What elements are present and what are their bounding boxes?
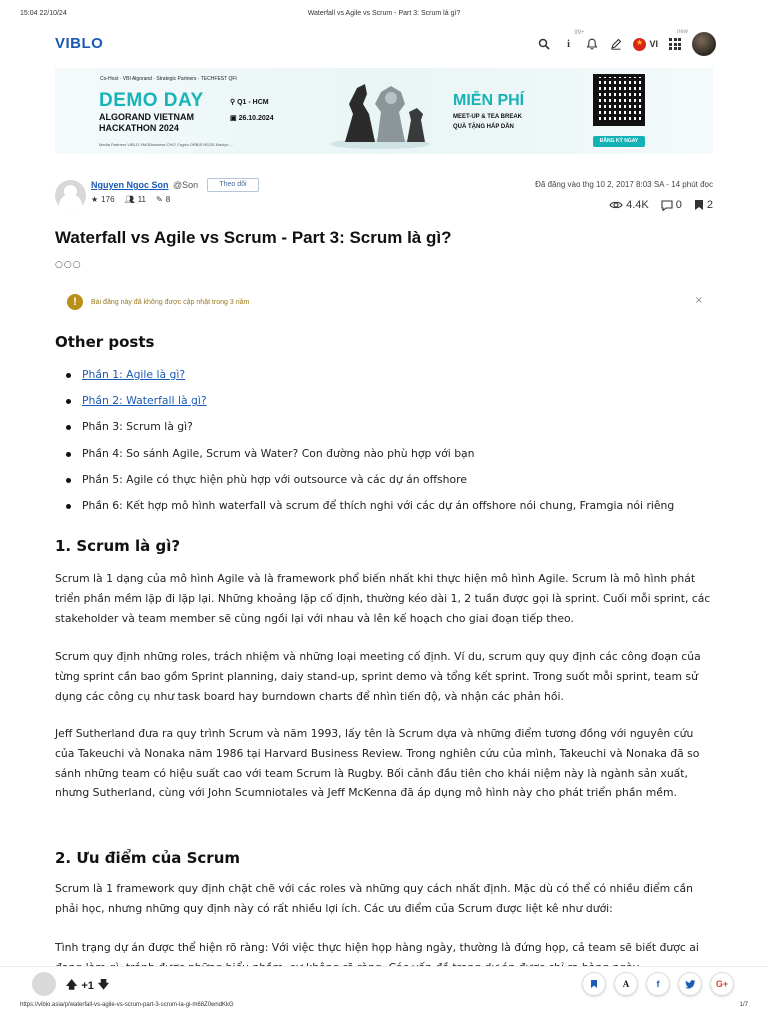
paragraph: Scrum là 1 dạng của mô hình Agile và là framework phổ biến nhất khi thực hiện mô hình Agile. Scrum là mô hình phát triển phần mềm lặp đi lặp lại. Những khoảng lặp cố định, thường kéo dài 1, 2 tuần được gọi là sprint. Cuối mỗi sprint, các stakeholder và team member sẽ cùng ngồi lại với nhau và lên kế hoạch cho giai đoạn tiếp theo.	[55, 572, 711, 625]
print-url: https://viblo.asia/p/waterfall-vs-agile-vs-scrum-part-3-scrum-la-gi-m68Z0wndKkG	[20, 1002, 234, 1008]
new-badge: new	[676, 29, 688, 35]
bookmark-icon	[590, 979, 598, 989]
list-item: Phần 4: So sánh Agile, Scrum và Water? Con đường nào phù hợp với bạn	[81, 441, 674, 467]
vietnam-flag-icon[interactable]	[633, 38, 646, 51]
print-page-title: Waterfall vs Agile vs Scrum - Part 3: Scrum là gì?	[307, 10, 461, 17]
google-plus-icon: G+	[715, 979, 729, 989]
author-avatar[interactable]	[55, 180, 86, 211]
banner-hackathon-line1: ALGORAND VIETNAM	[99, 112, 194, 122]
list-item: Phần 6: Kết hợp mô hình waterfall và scrum để thích nghi với các dự án offshore nói chung, Framgia nói riêng	[81, 493, 674, 519]
vote-score: +1	[81, 979, 94, 992]
banner-register-button[interactable]: ĐĂNG KÝ NGAY	[593, 136, 645, 147]
comment-icon	[661, 200, 673, 211]
outdated-warning-text: Bài đăng này đã không được cập nhật trong 3 năm	[91, 299, 250, 306]
twitter-icon	[685, 980, 696, 989]
reputation-stat	[91, 195, 115, 204]
eye-icon	[609, 200, 623, 210]
post-link[interactable]: Phần 2: Waterfall là gì?	[82, 394, 207, 408]
other-posts-list	[81, 362, 674, 519]
twitter-share-button[interactable]	[678, 972, 702, 996]
paragraph: Tình trạng dự án được thể hiện rõ ràng: Với việc thực hiện họp hàng ngày, thường là đứng họp, cả team sẽ biết được ai	[55, 941, 699, 954]
comments-count: 0	[675, 199, 682, 211]
facebook-icon: f	[656, 979, 660, 989]
bookmarks-count: 2	[706, 199, 713, 211]
banner-free: MIỄN PHÍ	[453, 92, 525, 109]
apps-grid-icon[interactable]	[668, 29, 688, 51]
follow-button[interactable]: Theo dõi	[207, 178, 259, 192]
views-count: 4.4K	[626, 199, 649, 211]
hackathon-banner[interactable]	[55, 68, 713, 154]
list-item: Phần 5: Agile có thực hiện phù hợp với outsource và các dự án offshore	[81, 467, 674, 493]
close-icon[interactable]: ×	[694, 295, 703, 306]
section-1-heading: 1. Scrum là gì?	[55, 537, 181, 555]
other-posts-heading: Other posts	[55, 333, 155, 351]
paragraph: Scrum quy định những roles, trách nhiệm và những loại meeting cố định. Ví du, scrum quy quy định các công đoạn của từng sprint cần bao gồm Sprint planning, daiy stand-up, sprint demo và tổng kết sprint. Trong suốt mỗi sprint, team sử dụng các công cụ như task board hay burndown charts để nhìn tiến độ, và nhận các phản hồi.	[55, 650, 701, 703]
user-avatar[interactable]	[692, 32, 716, 56]
paragraph: Jeff Sutherland đưa ra quy trình Scrum và năm 1993, lấy tên là Scrum dựa và những điểm tương đồng với nguyên cứu của Takeuchi và Nonaka năm 1986 tại Harvard Business Review. Trong nghiên cứu của mình, Takeuchi và Nonaka đã so sánh những team có hiệu suất cao với team Scrum là Rugby. Bối cảnh đầu tiên cho khái niệm này là ngành sản xuất, nhưng Sutherland, cùng với John Scumniotales và Jeff McKenna đã áp dụng mô hình này cho phát triển phần mềm.	[55, 727, 700, 800]
banner-hackathon-line2: HACKATHON 2024	[99, 123, 179, 133]
chess-pieces-illustration	[325, 74, 435, 150]
posts-count: 8	[165, 195, 171, 204]
posted-date: Đã đăng vào thg 10 2, 2017 8:03 SA - 14 phút đọc	[535, 180, 713, 189]
banner-location: ⚲ Q1 - HCM	[230, 99, 269, 106]
vote-control	[66, 976, 109, 995]
followers-count: 11	[137, 195, 146, 204]
followers-stat	[125, 195, 146, 204]
upvote-icon[interactable]: 🡅	[66, 979, 78, 991]
post-meta	[609, 199, 713, 211]
author-handle: @Son	[173, 180, 199, 190]
author-avatar-small[interactable]	[32, 972, 56, 996]
banner-date: ▣ 26.10.2024	[230, 115, 274, 122]
list-item: Phần 3: Scrum là gì?	[81, 414, 674, 440]
list-item	[81, 388, 674, 414]
banner-demo-day: DEMO DAY	[99, 90, 204, 111]
font-size-button[interactable]	[614, 972, 638, 996]
write-pen-icon[interactable]	[609, 37, 623, 51]
downvote-icon[interactable]: 🡇	[97, 979, 110, 991]
author-stats	[91, 195, 170, 204]
outdated-warning	[55, 288, 713, 318]
author-name[interactable]: Nguyen Ngoc Son	[91, 180, 169, 190]
facebook-share-button[interactable]	[646, 972, 670, 996]
article-title: Waterfall vs Agile vs Scrum - Part 3: Scrum là gì?	[55, 228, 452, 247]
banner-partner-logos: Media Partners VIBLO VMOBusiness CHỢ Crypto ORBIS BSOS Klaviyo ...	[99, 142, 233, 147]
user-plus-icon: 👥︎	[124, 195, 135, 204]
print-header	[20, 10, 748, 22]
announcement-icon[interactable]: i 99+	[567, 30, 585, 50]
banner-perk-gifts: QUÀ TẶNG HẤP DẪN	[453, 124, 514, 130]
views-stat	[609, 199, 649, 211]
author-bar	[55, 178, 713, 214]
sticky-action-bar	[0, 966, 768, 1000]
bookmarks-stat	[694, 199, 713, 211]
exclamation-icon: !	[67, 294, 83, 310]
banner-perk-meetup: MEET-UP & TEA BREAK	[453, 114, 523, 120]
banner-date-text: 26.10.2024	[238, 115, 274, 122]
language-selector[interactable]: VI	[649, 39, 658, 49]
more-options-icon[interactable]: ○○○	[55, 260, 82, 270]
banner-location-text: Q1 - HCM	[237, 99, 269, 106]
share-actions	[582, 972, 734, 996]
banner-host-logos: Co-Host · VBI Algorand · Strategic Partners · TECHFEST QFI	[100, 76, 237, 82]
search-icon[interactable]	[537, 37, 551, 51]
pencil-icon: ✎	[156, 195, 163, 204]
star-icon: ★	[91, 195, 99, 204]
print-footer	[20, 1002, 748, 1012]
posts-stat	[156, 195, 170, 204]
google-share-button[interactable]	[710, 972, 734, 996]
print-page-number: 1/7	[739, 1002, 748, 1008]
comments-stat	[661, 199, 682, 211]
bookmark-button[interactable]	[582, 972, 606, 996]
text-icon: A	[622, 979, 630, 989]
qr-code	[593, 74, 645, 126]
paragraph: Scrum là 1 framework quy định chặt chẽ với các roles và những quy cách nhất định. Mặc dù có thể có nhiều điểm cần phải học, nhưng những quy định này có rất nhiều lợi ích. Các ưu điểm của Scrum được liệt kê như dưới:	[55, 882, 693, 915]
reputation-count: 176	[101, 195, 115, 204]
bookmark-icon	[694, 199, 704, 211]
print-timestamp: 15:04 22/10/24	[20, 10, 67, 17]
navbar	[0, 28, 768, 60]
notification-badge: 99+	[574, 30, 585, 36]
post-link[interactable]: Phần 1: Agile là gì?	[82, 368, 186, 381]
viblo-logo[interactable]: VIBLO	[55, 35, 104, 52]
navbar-actions	[537, 30, 716, 58]
list-item	[81, 362, 674, 388]
section-2-heading: 2. Ưu điểm của Scrum	[55, 849, 241, 867]
bell-icon[interactable]	[585, 37, 599, 51]
